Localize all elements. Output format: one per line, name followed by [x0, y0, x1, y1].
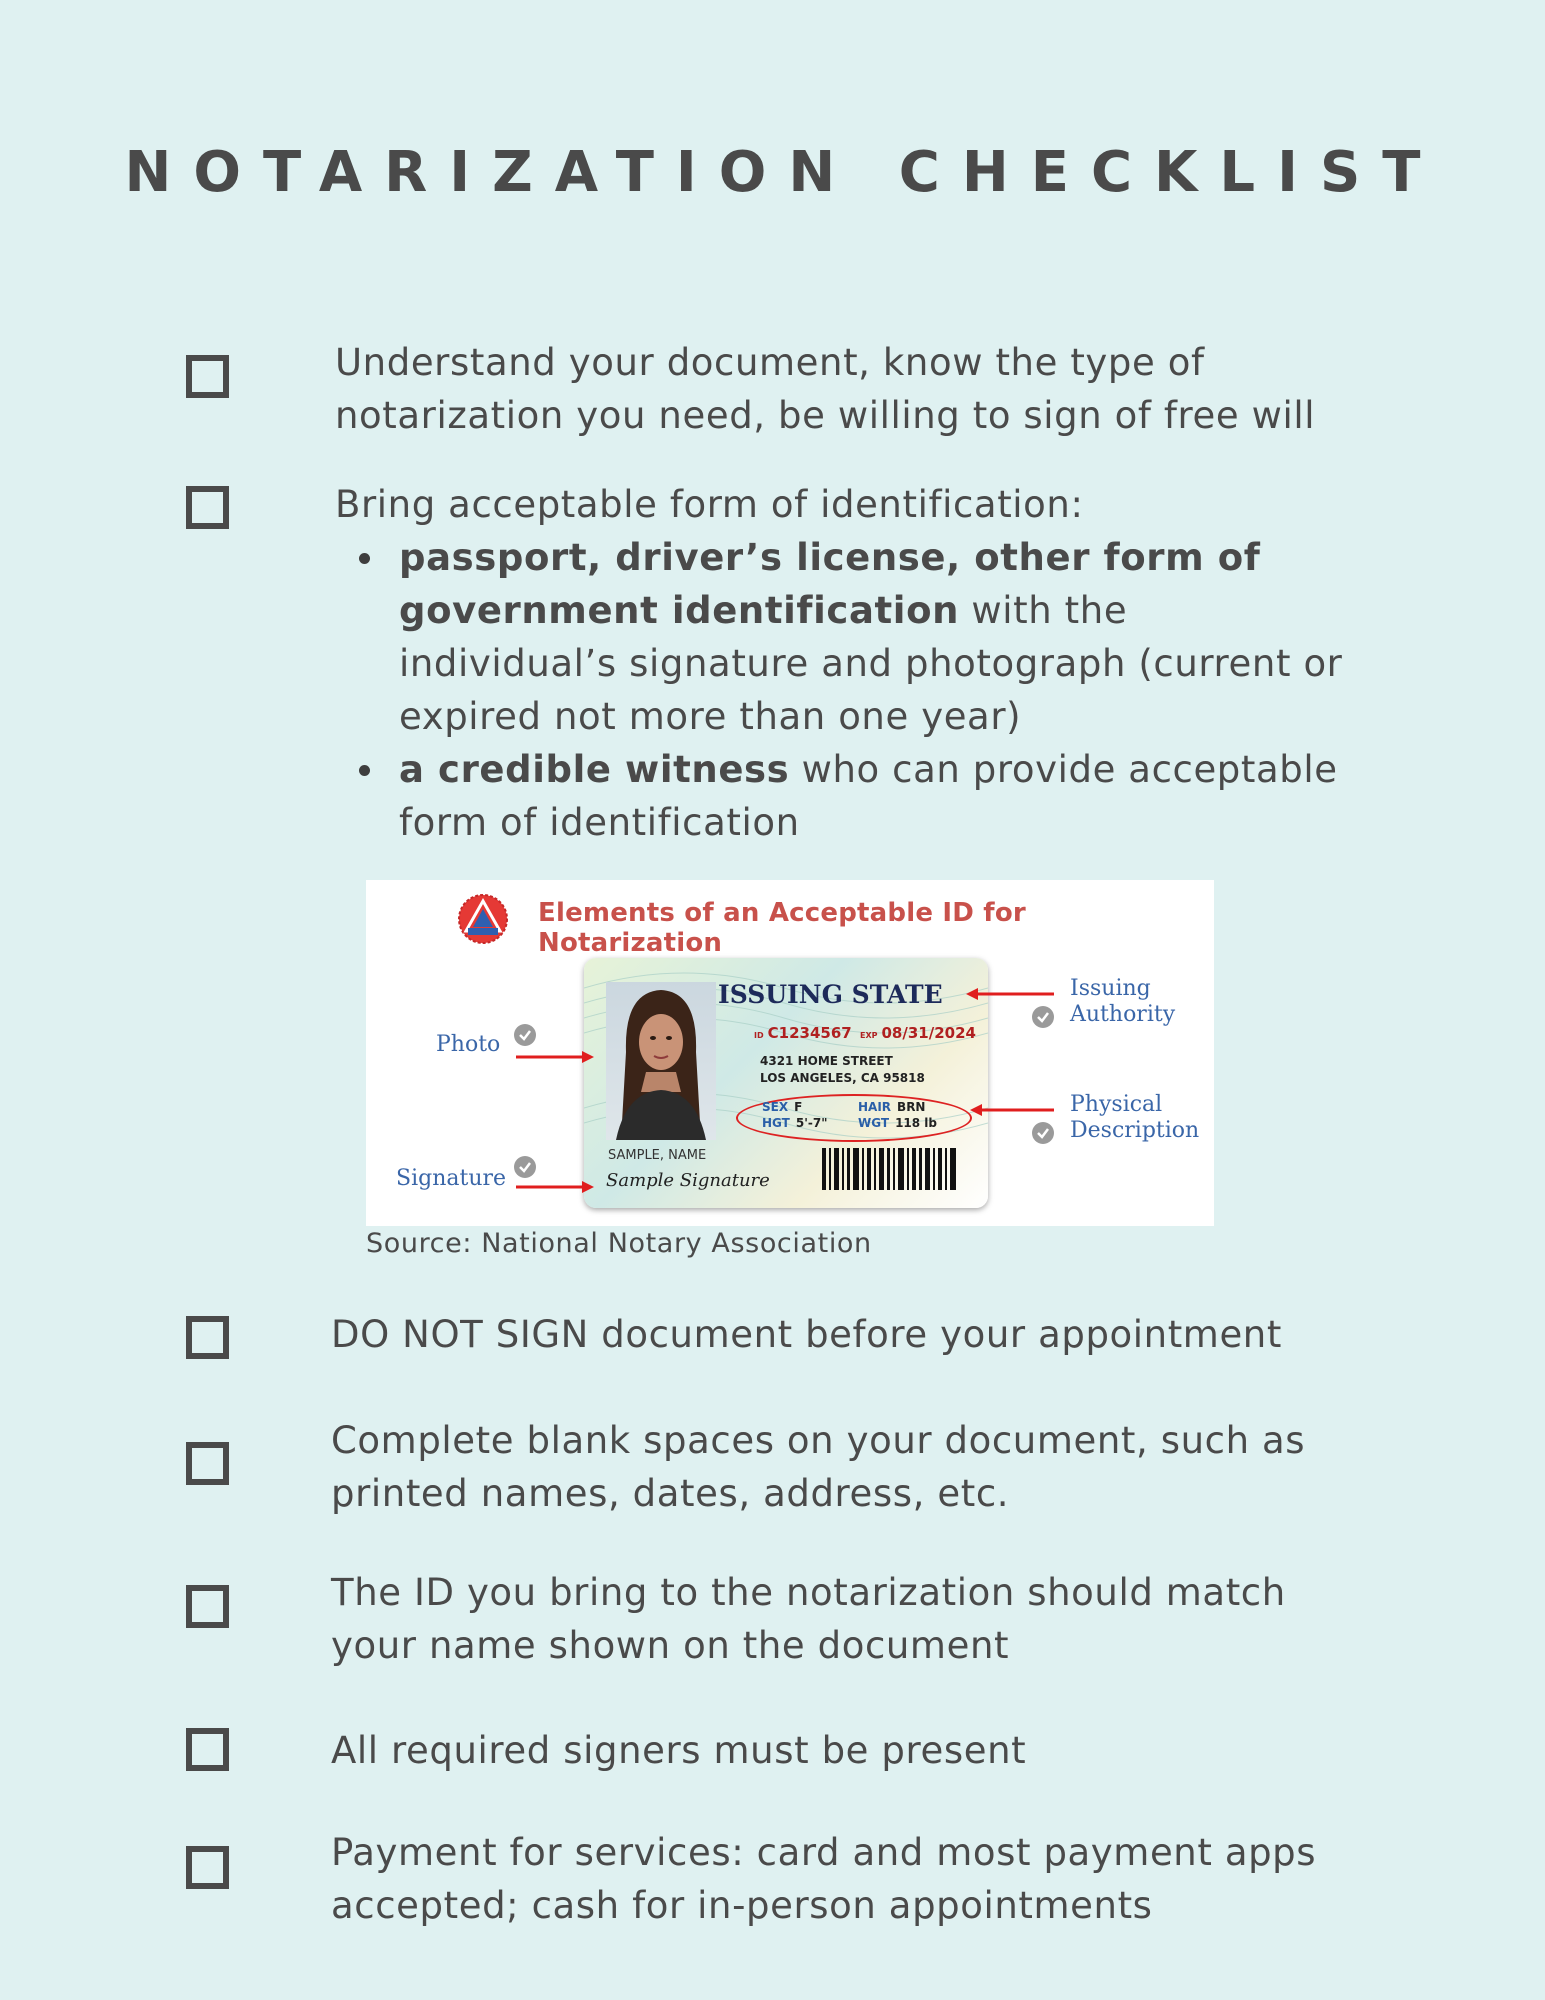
issuing-check-icon — [1032, 1006, 1054, 1028]
card-exp-value: 08/31/2024 — [881, 1024, 976, 1042]
sample-id-card — [584, 958, 988, 1208]
card-sex — [762, 1100, 802, 1114]
notary-association-logo-icon — [456, 892, 510, 946]
card-wgt-value: 118 lb — [895, 1116, 937, 1130]
physical-arrow-icon — [970, 1103, 1056, 1117]
signature-check-icon — [514, 1156, 536, 1178]
checklist-item-complete-blanks: Complete blank spaces on your document, such as printed names, dates, address, etc. — [331, 1419, 1306, 1515]
checkbox-complete-blanks[interactable] — [186, 1442, 229, 1485]
card-expiration — [860, 1024, 976, 1042]
card-hgt-label: HGT — [762, 1116, 790, 1130]
card-name: SAMPLE, NAME — [608, 1148, 707, 1163]
card-weight — [858, 1116, 937, 1130]
checkbox-signers-present[interactable] — [186, 1728, 229, 1771]
checklist-item-signers-present: All required signers must be present — [331, 1729, 1027, 1772]
label-physical-line-1: Physical — [1070, 1092, 1163, 1117]
person-portrait-icon — [606, 982, 716, 1140]
signature-arrow-icon — [514, 1180, 594, 1194]
card-sex-value: F — [794, 1100, 803, 1114]
acceptable-id-figure — [366, 880, 1214, 1226]
card-signature: Sample Signature — [606, 1170, 770, 1191]
figure-source: Source: National Notary Association — [366, 1228, 872, 1259]
checkbox-do-not-sign[interactable] — [186, 1316, 229, 1359]
card-height — [762, 1116, 827, 1130]
identification-intro: Bring acceptable form of identification: — [335, 483, 1084, 526]
identification-options-list — [335, 531, 1355, 849]
card-sex-label: SEX — [762, 1100, 789, 1114]
list-item — [399, 743, 1355, 849]
checkbox-bring-identification[interactable] — [186, 486, 229, 529]
label-physical-line-2: Description — [1070, 1118, 1200, 1143]
bullet-rest: who can provide acceptable form of identification — [399, 748, 1338, 844]
bullet-bold: passport, driver’s license, other form of government identification — [399, 536, 1261, 632]
list-item — [399, 531, 1355, 743]
label-signature: Signature — [396, 1166, 507, 1191]
label-issuing-line-1: Issuing — [1070, 976, 1151, 1001]
checklist-item-bring-identification — [335, 478, 1355, 849]
checklist-item-id-match: The ID you bring to the notarization should match your name shown on the document — [331, 1571, 1286, 1667]
label-photo: Photo — [436, 1032, 501, 1057]
card-id-value: C1234567 — [767, 1024, 852, 1042]
card-wgt-label: WGT — [858, 1116, 890, 1130]
checklist-item-payment: Payment for services: card and most payment apps accepted; cash for in-person appointments — [331, 1831, 1317, 1927]
barcode-icon — [822, 1148, 960, 1190]
card-address-line-2: LOS ANGELES, CA 95818 — [760, 1071, 925, 1085]
label-issuing-authority — [1070, 976, 1175, 1028]
checkbox-payment[interactable] — [186, 1846, 229, 1889]
label-issuing-line-2: Authority — [1070, 1002, 1176, 1027]
page-title: NOTARIZATION CHECKLIST — [124, 140, 1443, 205]
checklist-item-do-not-sign: DO NOT SIGN document before your appointment — [331, 1313, 1282, 1356]
checkbox-understand-document[interactable] — [186, 355, 229, 398]
card-issuing-state: ISSUING STATE — [718, 980, 943, 1009]
card-id-number — [754, 1024, 852, 1042]
photo-check-icon — [514, 1024, 536, 1046]
card-hair-value: BRN — [897, 1100, 926, 1114]
card-exp-label: EXP — [860, 1031, 878, 1040]
card-hair — [858, 1100, 925, 1114]
card-id-label: ID — [754, 1031, 764, 1040]
issuing-arrow-icon — [966, 987, 1056, 1001]
card-hgt-value: 5'-7" — [795, 1116, 828, 1130]
checklist-item-understand-document: Understand your document, know the type of notarization you need, be willing to sign of free will — [335, 341, 1316, 437]
photo-arrow-icon — [514, 1050, 594, 1064]
figure-title: Elements of an Acceptable ID for Notarization — [538, 898, 1026, 958]
card-hair-label: HAIR — [858, 1100, 892, 1114]
bullet-rest: with the individual’s signature and photograph (current or expired not more than one year) — [399, 589, 1343, 738]
physical-check-icon — [1032, 1122, 1054, 1144]
card-photo — [606, 982, 716, 1140]
bullet-bold: a credible witness — [399, 748, 790, 791]
checkbox-id-match[interactable] — [186, 1585, 229, 1628]
card-address-line-1: 4321 HOME STREET — [760, 1054, 893, 1068]
label-physical-description — [1070, 1092, 1199, 1144]
